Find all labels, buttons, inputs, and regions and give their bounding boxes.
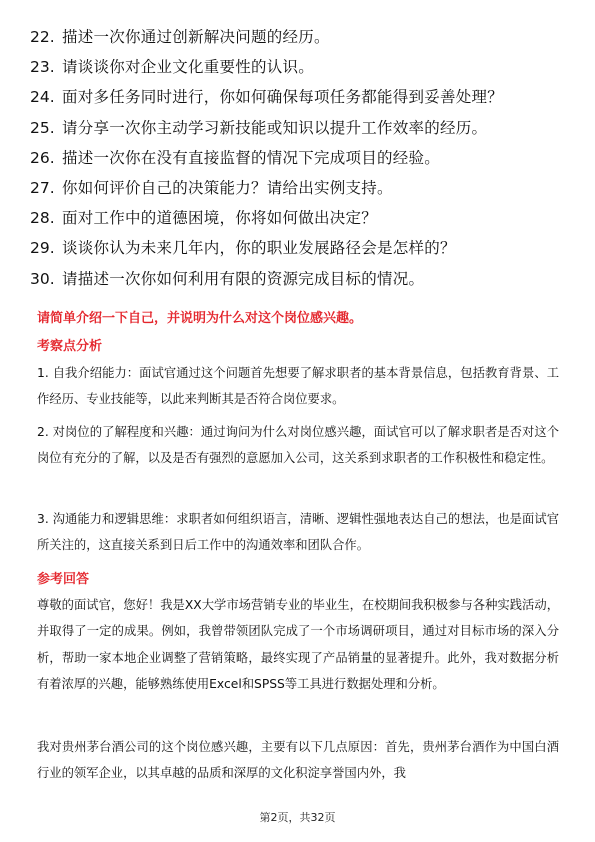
question-number: 29.: [30, 239, 55, 258]
question-number: 30.: [30, 269, 55, 288]
question-number: 24.: [30, 88, 55, 107]
question-number: 25.: [30, 118, 55, 137]
question-item: [30, 82, 575, 112]
question-text: 描述一次你在没有直接监督的情况下完成项目的经验。: [62, 148, 441, 167]
question-text: 谈谈你认为未来几年内，你的职业发展路径会是怎样的？: [62, 239, 456, 258]
analysis-heading: 考察点分析: [37, 339, 103, 354]
reference-paragraph: 尊敬的面试官，您好！我是XX大学市场营销专业的毕业生，在校期间我积极参与各种实践活动，并取得了一定的成果。例如，我曾带领团队完成了一个市场调研项目，通过对目标市场的深入分析，帮助一家本地企业调整了营销策略，最终实现了产品销量的显著提升。此外，我对数据分析有着浓厚的兴趣，能够熟练使用Excel和SPSS等工具进行数据处理和分析。: [37, 598, 559, 692]
page-number-footer: 第2页，共32页: [259, 811, 336, 824]
question-item: [30, 173, 575, 203]
question-item: [30, 264, 575, 294]
featured-question-title: 请简单介绍一下自己，并说明为什么对这个岗位感兴趣。: [37, 311, 363, 326]
analysis-point: 1. 自我介绍能力：面试官通过这个问题首先想要了解求职者的基本背景信息，包括教育背景、工作经历、专业技能等，以此来判断其是否符合岗位要求。: [37, 366, 559, 407]
question-number: 26.: [30, 148, 55, 167]
question-number: 27.: [30, 178, 55, 197]
question-text: 请描述一次你如何利用有限的资源完成目标的情况。: [62, 269, 425, 288]
question-text: 请分享一次你主动学习新技能或知识以提升工作效率的经历。: [62, 118, 488, 137]
analysis-point: 3. 沟通能力和逻辑思维：求职者如何组织语言，清晰、逻辑性强地表达自己的想法，也是面试官所关注的，这直接关系到日后工作中的沟通效率和团队合作。: [37, 512, 559, 553]
question-text: 面对工作中的道德困境，你将如何做出决定？: [62, 209, 378, 228]
question-item: [30, 143, 575, 173]
question-number: 28.: [30, 209, 55, 228]
reference-answer-heading: 参考回答: [37, 572, 90, 587]
question-item: [30, 52, 575, 82]
question-list: [30, 22, 575, 294]
question-item: [30, 22, 575, 52]
question-item: [30, 113, 575, 143]
question-text: 描述一次你通过创新解决问题的经历。: [62, 28, 330, 46]
question-number: 22.: [30, 28, 55, 46]
question-number: 23.: [30, 58, 55, 77]
question-item: [30, 233, 575, 263]
question-item: [30, 203, 575, 233]
analysis-point: 2. 对岗位的了解程度和兴趣：通过询问为什么对岗位感兴趣，面试官可以了解求职者是否对这个岗位有充分的了解，以及是否有强烈的意愿加入公司，这关系到求职者的工作积极性和稳定性。: [37, 425, 559, 466]
question-text: 面对多任务同时进行，你如何确保每项任务都能得到妥善处理？: [62, 88, 504, 107]
reference-paragraph: 我对贵州茅台酒公司的这个岗位感兴趣，主要有以下几点原因：首先，贵州茅台酒作为中国白酒行业的领军企业，以其卓越的品质和深厚的文化积淀享誉国内外，我: [37, 740, 559, 781]
question-text: 请谈谈你对企业文化重要性的认识。: [62, 58, 315, 77]
question-text: 你如何评价自己的决策能力？请给出实例支持。: [62, 178, 393, 197]
